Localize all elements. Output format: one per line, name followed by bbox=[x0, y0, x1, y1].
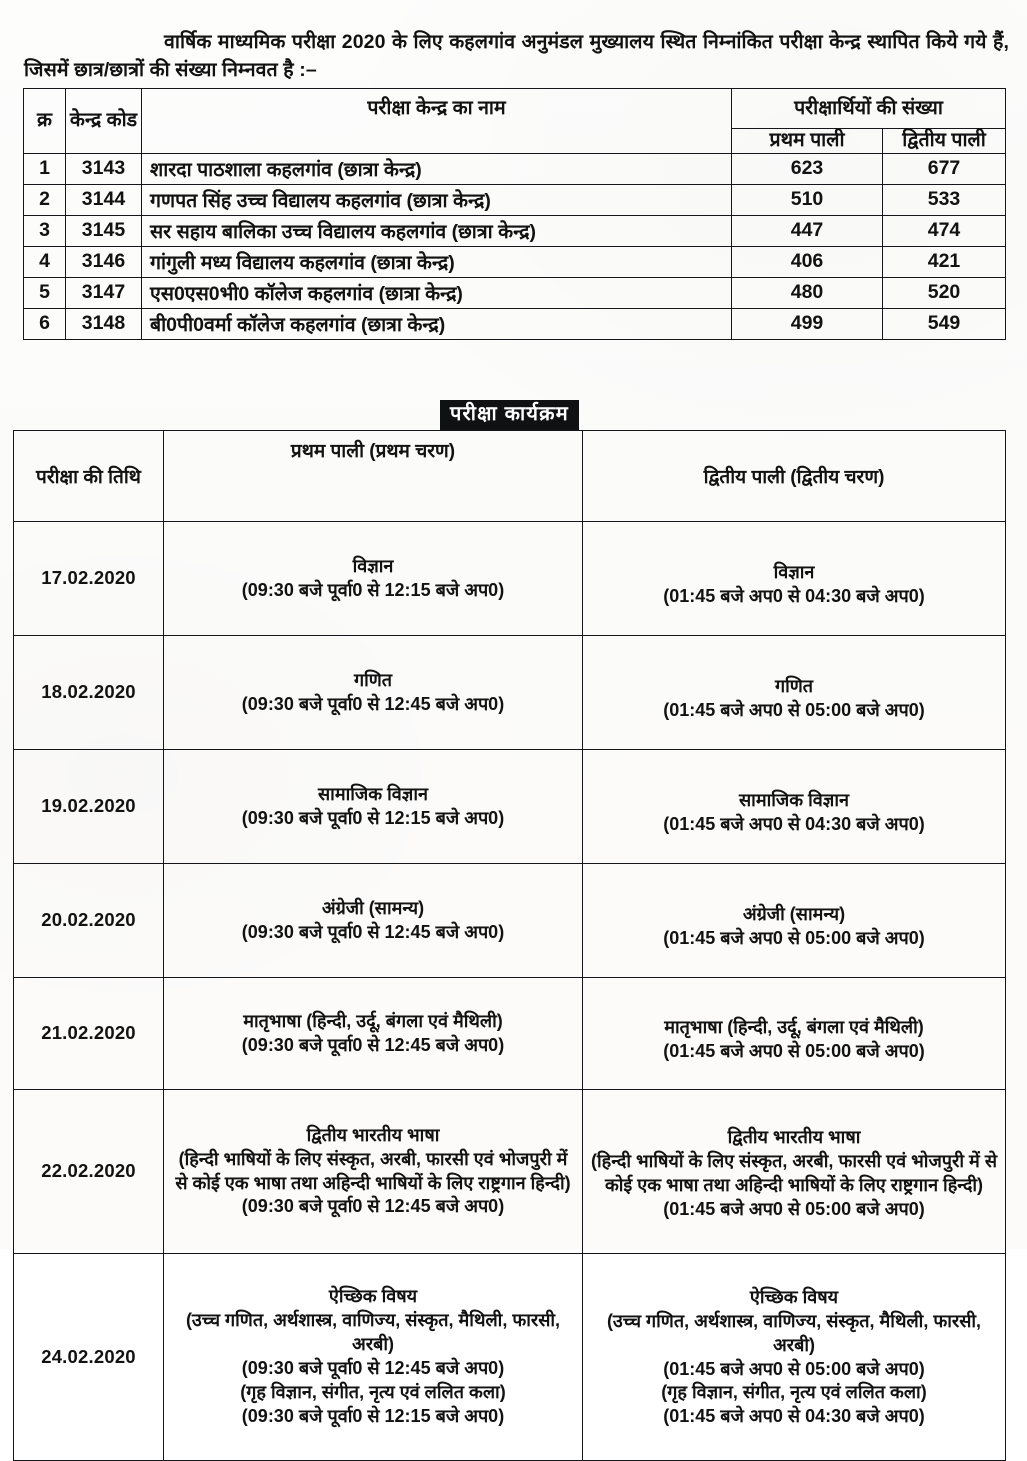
table-row bbox=[14, 1090, 1006, 1254]
shift-timing: (01:45 बजे अप0 से 05:00 बजे अप0) bbox=[663, 1198, 925, 1219]
cell-second-shift bbox=[583, 1254, 1006, 1461]
subject-detail-secondary: (गृह विज्ञान, संगीत, नृत्य एवं ललित कला) bbox=[661, 1382, 927, 1403]
cell-centre-name: बी0पी0वर्मा कॉलेज कहलगांव (छात्रा केन्द्र) bbox=[142, 308, 732, 339]
cell-first-shift bbox=[164, 1090, 583, 1254]
exam-centres-table bbox=[23, 88, 1006, 340]
table-row bbox=[24, 308, 1006, 339]
shift-timing: (01:45 बजे अप0 से 05:00 बजे अप0) bbox=[663, 1041, 925, 1061]
table-row bbox=[24, 215, 1006, 246]
schedule-table-head bbox=[14, 431, 1006, 522]
header-candidate-count: परीक्षार्थियों की संख्या bbox=[732, 89, 1006, 129]
cell-shift-two: 533 bbox=[883, 184, 1006, 215]
shift-timing: (09:30 बजे पूर्वा0 से 12:45 बजे अप0) bbox=[241, 1034, 505, 1055]
cell-second-shift bbox=[583, 750, 1006, 864]
subject-name: ऐच्छिक विषय bbox=[328, 1286, 418, 1307]
subject-name: द्वितीय भारतीय भाषा bbox=[306, 1124, 440, 1145]
cell-exam-date: 24.02.2020 bbox=[14, 1254, 164, 1461]
subject-detail-secondary: (गृह विज्ञान, संगीत, नृत्य एवं ललित कला) bbox=[240, 1381, 506, 1402]
subject-detail: (उच्च गणित, अर्थशास्त्र, वाणिज्य, संस्कृत, मैथिली, फारसी, अरबी) bbox=[185, 1310, 561, 1355]
table-row bbox=[24, 246, 1006, 277]
header-first-shift: प्रथम पाली (प्रथम चरण) bbox=[164, 431, 583, 522]
centres-table-body bbox=[24, 153, 1006, 339]
cell-first-shift bbox=[164, 636, 583, 750]
subject-detail: (हिन्दी भाषियों के लिए संस्कृत, अरबी, फारसी एवं भोजपुरी में से कोई एक भाषा तथा अहिन्दी भाषियों के लिए राष्ट्रगान हिन्दी) bbox=[591, 1151, 997, 1195]
cell-exam-date: 21.02.2020 bbox=[14, 978, 164, 1090]
cell-first-shift bbox=[164, 522, 583, 636]
cell-serial: 6 bbox=[24, 308, 66, 339]
table-row bbox=[14, 750, 1006, 864]
cell-centre-name: शारदा पाठशाला कहलगांव (छात्रा केन्द्र) bbox=[142, 153, 732, 184]
shift-timing: (09:30 बजे पूर्वा0 से 12:15 बजे अप0) bbox=[241, 807, 505, 828]
subject-name: द्वितीय भारतीय भाषा bbox=[727, 1127, 861, 1148]
subject-name: सामाजिक विज्ञान bbox=[318, 783, 428, 804]
cell-first-shift bbox=[164, 1254, 583, 1461]
subject-name: सामाजिक विज्ञान bbox=[739, 790, 849, 811]
table-row bbox=[14, 636, 1006, 750]
cell-centre-code: 3143 bbox=[66, 153, 142, 184]
cell-centre-code: 3148 bbox=[66, 308, 142, 339]
cell-first-shift bbox=[164, 750, 583, 864]
cell-exam-date: 22.02.2020 bbox=[14, 1090, 164, 1254]
header-exam-date: परीक्षा की तिथि bbox=[14, 431, 164, 522]
subject-detail: (हिन्दी भाषियों के लिए संस्कृत, अरबी, फारसी एवं भोजपुरी में से कोई एक भाषा तथा अहिन्दी भाषियों के लिए राष्ट्रगान हिन्दी) bbox=[175, 1148, 571, 1193]
cell-centre-name: सर सहाय बालिका उच्च विद्यालय कहलगांव (छात्रा केन्द्र) bbox=[142, 215, 732, 246]
shift-timing: (01:45 बजे अप0 से 04:30 बजे अप0) bbox=[663, 814, 925, 834]
shift-timing: (09:30 बजे पूर्वा0 से 12:45 बजे अप0) bbox=[241, 921, 505, 942]
cell-shift-two: 421 bbox=[883, 246, 1006, 277]
subject-detail: (उच्च गणित, अर्थशास्त्र, वाणिज्य, संस्कृत, मैथिली, फारसी, अरबी) bbox=[606, 1310, 982, 1355]
cell-serial: 5 bbox=[24, 277, 66, 308]
programme-title-banner: परीक्षा कार्यक्रम bbox=[440, 400, 579, 430]
table-row bbox=[14, 978, 1006, 1090]
header-second-shift: द्वितीय पाली (द्वितीय चरण) bbox=[583, 431, 1006, 522]
cell-centre-code: 3147 bbox=[66, 277, 142, 308]
shift-timing: (09:30 बजे पूर्वा0 से 12:15 बजे अप0) bbox=[241, 579, 505, 600]
cell-shift-two: 677 bbox=[883, 153, 1006, 184]
cell-centre-name: गांगुली मध्य विद्यालय कहलगांव (छात्रा केन्द्र) bbox=[142, 246, 732, 277]
cell-second-shift bbox=[583, 1090, 1006, 1254]
cell-first-shift bbox=[164, 978, 583, 1090]
cell-shift-two: 474 bbox=[883, 215, 1006, 246]
cell-second-shift bbox=[583, 864, 1006, 978]
cell-serial: 3 bbox=[24, 215, 66, 246]
cell-centre-code: 3145 bbox=[66, 215, 142, 246]
header-centre-code: केन्द्र कोड bbox=[66, 89, 142, 154]
shift-timing-secondary: (09:30 बजे पूर्वा0 से 12:15 बजे अप0) bbox=[241, 1405, 505, 1426]
subject-name: मातृभाषा (हिन्दी, उर्दू, बंगला एवं मैथिली) bbox=[664, 1017, 924, 1038]
subject-name: गणित bbox=[774, 676, 814, 697]
header-shift-one: प्रथम पाली bbox=[732, 129, 883, 153]
shift-timing: (09:30 बजे पूर्वा0 से 12:45 बजे अप0) bbox=[241, 1358, 505, 1378]
cell-shift-one: 480 bbox=[732, 277, 883, 308]
subject-name: मातृभाषा (हिन्दी, उर्दू, बंगला एवं मैथिली) bbox=[243, 1010, 503, 1031]
cell-centre-name: गणपत सिंह उच्च विद्यालय कहलगांव (छात्रा केन्द्र) bbox=[142, 184, 732, 215]
cell-exam-date: 20.02.2020 bbox=[14, 864, 164, 978]
table-row bbox=[24, 153, 1006, 184]
cell-shift-one: 499 bbox=[732, 308, 883, 339]
cell-second-shift bbox=[583, 636, 1006, 750]
cell-centre-name: एस0एस0भी0 कॉलेज कहलगांव (छात्रा केन्द्र) bbox=[142, 277, 732, 308]
cell-exam-date: 19.02.2020 bbox=[14, 750, 164, 864]
cell-shift-one: 623 bbox=[732, 153, 883, 184]
cell-shift-two: 549 bbox=[883, 308, 1006, 339]
cell-shift-one: 447 bbox=[732, 215, 883, 246]
cell-first-shift bbox=[164, 864, 583, 978]
subject-name: ऐच्छिक विषय bbox=[749, 1286, 839, 1307]
cell-second-shift bbox=[583, 978, 1006, 1090]
subject-name: विज्ञान bbox=[773, 562, 815, 583]
table-row bbox=[14, 864, 1006, 978]
shift-timing: (01:45 बजे अप0 से 05:00 बजे अप0) bbox=[663, 1358, 925, 1379]
cell-serial: 2 bbox=[24, 184, 66, 215]
cell-exam-date: 17.02.2020 bbox=[14, 522, 164, 636]
cell-exam-date: 18.02.2020 bbox=[14, 636, 164, 750]
subject-name: अंग्रेजी (सामन्य) bbox=[321, 897, 425, 918]
cell-centre-code: 3144 bbox=[66, 184, 142, 215]
header-serial: क्र bbox=[24, 89, 66, 154]
shift-timing: (09:30 बजे पूर्वा0 से 12:45 बजे अप0) bbox=[241, 1196, 505, 1217]
table-row bbox=[24, 277, 1006, 308]
centres-table-head bbox=[24, 89, 1006, 154]
table-row bbox=[14, 522, 1006, 636]
intro-paragraph bbox=[24, 28, 1009, 85]
table-row bbox=[14, 1254, 1006, 1461]
cell-shift-one: 510 bbox=[732, 184, 883, 215]
centres-header-row-1 bbox=[24, 89, 1006, 129]
cell-second-shift bbox=[583, 522, 1006, 636]
subject-name: अंग्रेजी (सामन्य) bbox=[742, 904, 846, 925]
table-row bbox=[24, 184, 1006, 215]
cell-serial: 1 bbox=[24, 153, 66, 184]
intro-text: वार्षिक माध्यमिक परीक्षा 2020 के लिए कहलगांव अनुमंडल मुख्यालय स्थित निम्नांकित परीक्षा केन्द्र स्थापित किये गये हैं, जिसमें छात्र/छात्रों की संख्या निम्नवत है :– bbox=[24, 30, 1009, 81]
shift-timing: (01:45 बजे अप0 से 05:00 बजे अप0) bbox=[663, 700, 925, 720]
schedule-table-body bbox=[14, 522, 1006, 1461]
cell-centre-code: 3146 bbox=[66, 246, 142, 277]
header-shift-two: द्वितीय पाली bbox=[883, 129, 1006, 153]
shift-timing: (01:45 बजे अप0 से 04:30 बजे अप0) bbox=[663, 586, 925, 606]
shift-timing: (01:45 बजे अप0 से 05:00 बजे अप0) bbox=[663, 928, 925, 948]
cell-serial: 4 bbox=[24, 246, 66, 277]
subject-name: विज्ञान bbox=[352, 555, 394, 576]
cell-shift-two: 520 bbox=[883, 277, 1006, 308]
shift-timing: (09:30 बजे पूर्वा0 से 12:45 बजे अप0) bbox=[241, 693, 505, 714]
exam-schedule-table bbox=[13, 430, 1006, 1461]
cell-shift-one: 406 bbox=[732, 246, 883, 277]
shift-timing-secondary: (01:45 बजे अप0 से 04:30 बजे अप0) bbox=[663, 1406, 925, 1427]
header-centre-name: परीक्षा केन्द्र का नाम bbox=[142, 89, 732, 154]
subject-name: गणित bbox=[353, 669, 393, 690]
schedule-header-row bbox=[14, 431, 1006, 522]
